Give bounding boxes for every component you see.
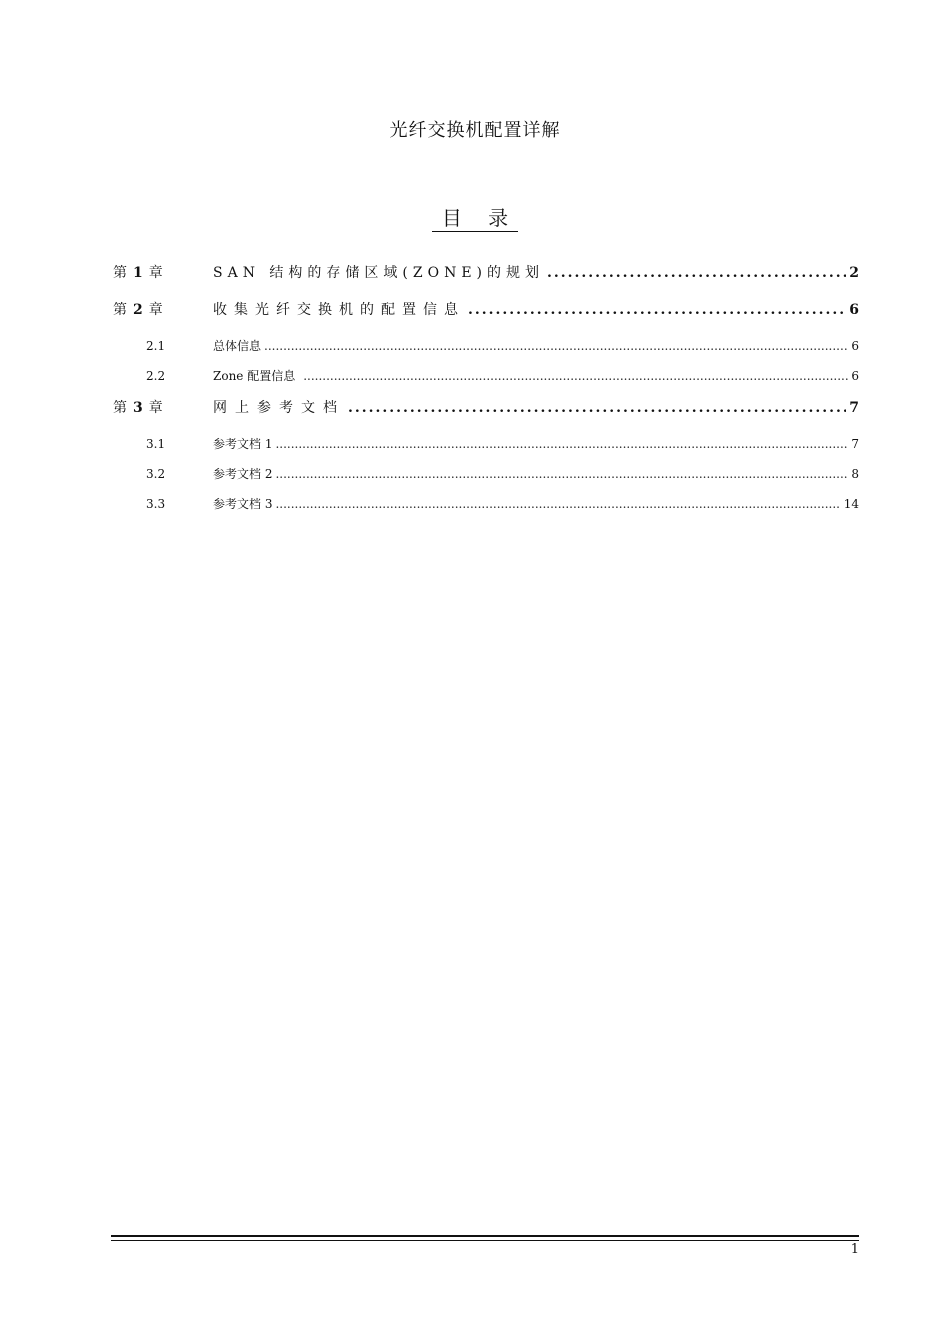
chapter-number: 2 [133, 302, 149, 318]
chapter-suffix: 章 [148, 265, 169, 281]
toc-page-number: 6 [849, 302, 859, 318]
section-number: 3.2 [146, 467, 166, 481]
toc-entry-section-2-2[interactable] [113, 367, 859, 385]
toc-leader-dots [547, 265, 846, 281]
toc-entry-chapter-3[interactable] [113, 397, 859, 419]
toc-entry-section-3-3[interactable] [113, 495, 859, 513]
chapter-title: 网上参考文档 [213, 400, 345, 416]
chapter-suffix: 章 [148, 400, 169, 416]
toc-page-number: 2 [849, 265, 859, 281]
toc-entry-chapter-1[interactable] [113, 262, 859, 284]
footer-rule-thick [111, 1235, 859, 1237]
section-number: 3.3 [146, 497, 166, 511]
toc-entry-chapter-2[interactable] [113, 299, 859, 321]
toc-page-number: 6 [851, 339, 859, 353]
toc-leader-dots [275, 437, 848, 451]
section-title: 总体信息 [213, 339, 262, 353]
toc-leader-dots [275, 497, 840, 511]
toc-entry-section-3-2[interactable] [113, 465, 859, 483]
table-of-contents [113, 262, 859, 525]
toc-heading-text: 目 录 [432, 205, 518, 232]
toc-page-number: 8 [851, 467, 859, 481]
toc-leader-dots [348, 400, 846, 416]
toc-leader-dots [264, 339, 848, 353]
section-title: Zone 配置信息 [213, 369, 296, 383]
section-number: 2.1 [146, 339, 166, 353]
chapter-prefix: 第 [113, 302, 133, 318]
section-title: 参考文档 2 [213, 467, 273, 481]
chapter-label [113, 299, 213, 319]
chapter-prefix: 第 [113, 400, 133, 416]
toc-entry-section-2-1[interactable] [113, 337, 859, 355]
chapter-prefix: 第 [113, 265, 133, 281]
chapter-title: SAN 结构的存储区域(ZONE)的规划 [213, 265, 544, 281]
toc-leader-dots [275, 467, 848, 481]
chapter-number: 1 [133, 265, 149, 281]
toc-leader-dots [468, 302, 846, 318]
toc-page-number: 7 [851, 437, 859, 451]
chapter-suffix: 章 [148, 302, 169, 318]
toc-page-number: 14 [843, 497, 859, 511]
footer-rule-thin [111, 1240, 859, 1241]
section-number: 3.1 [146, 437, 166, 451]
page-number: 1 [850, 1242, 859, 1257]
section-title: 参考文档 1 [213, 437, 273, 451]
toc-page-number: 7 [849, 400, 859, 416]
chapter-title: 收集光纤交换机的配置信息 [213, 302, 465, 318]
toc-page-number: 6 [851, 369, 859, 383]
chapter-number: 3 [133, 400, 149, 416]
document-title: 光纤交换机配置详解 [389, 120, 561, 141]
toc-entry-section-3-1[interactable] [113, 435, 859, 453]
chapter-label [113, 397, 213, 417]
toc-heading [0, 205, 950, 232]
section-number: 2.2 [146, 369, 166, 383]
chapter-label [113, 262, 213, 282]
section-title: 参考文档 3 [213, 497, 273, 511]
toc-leader-dots [303, 369, 848, 383]
